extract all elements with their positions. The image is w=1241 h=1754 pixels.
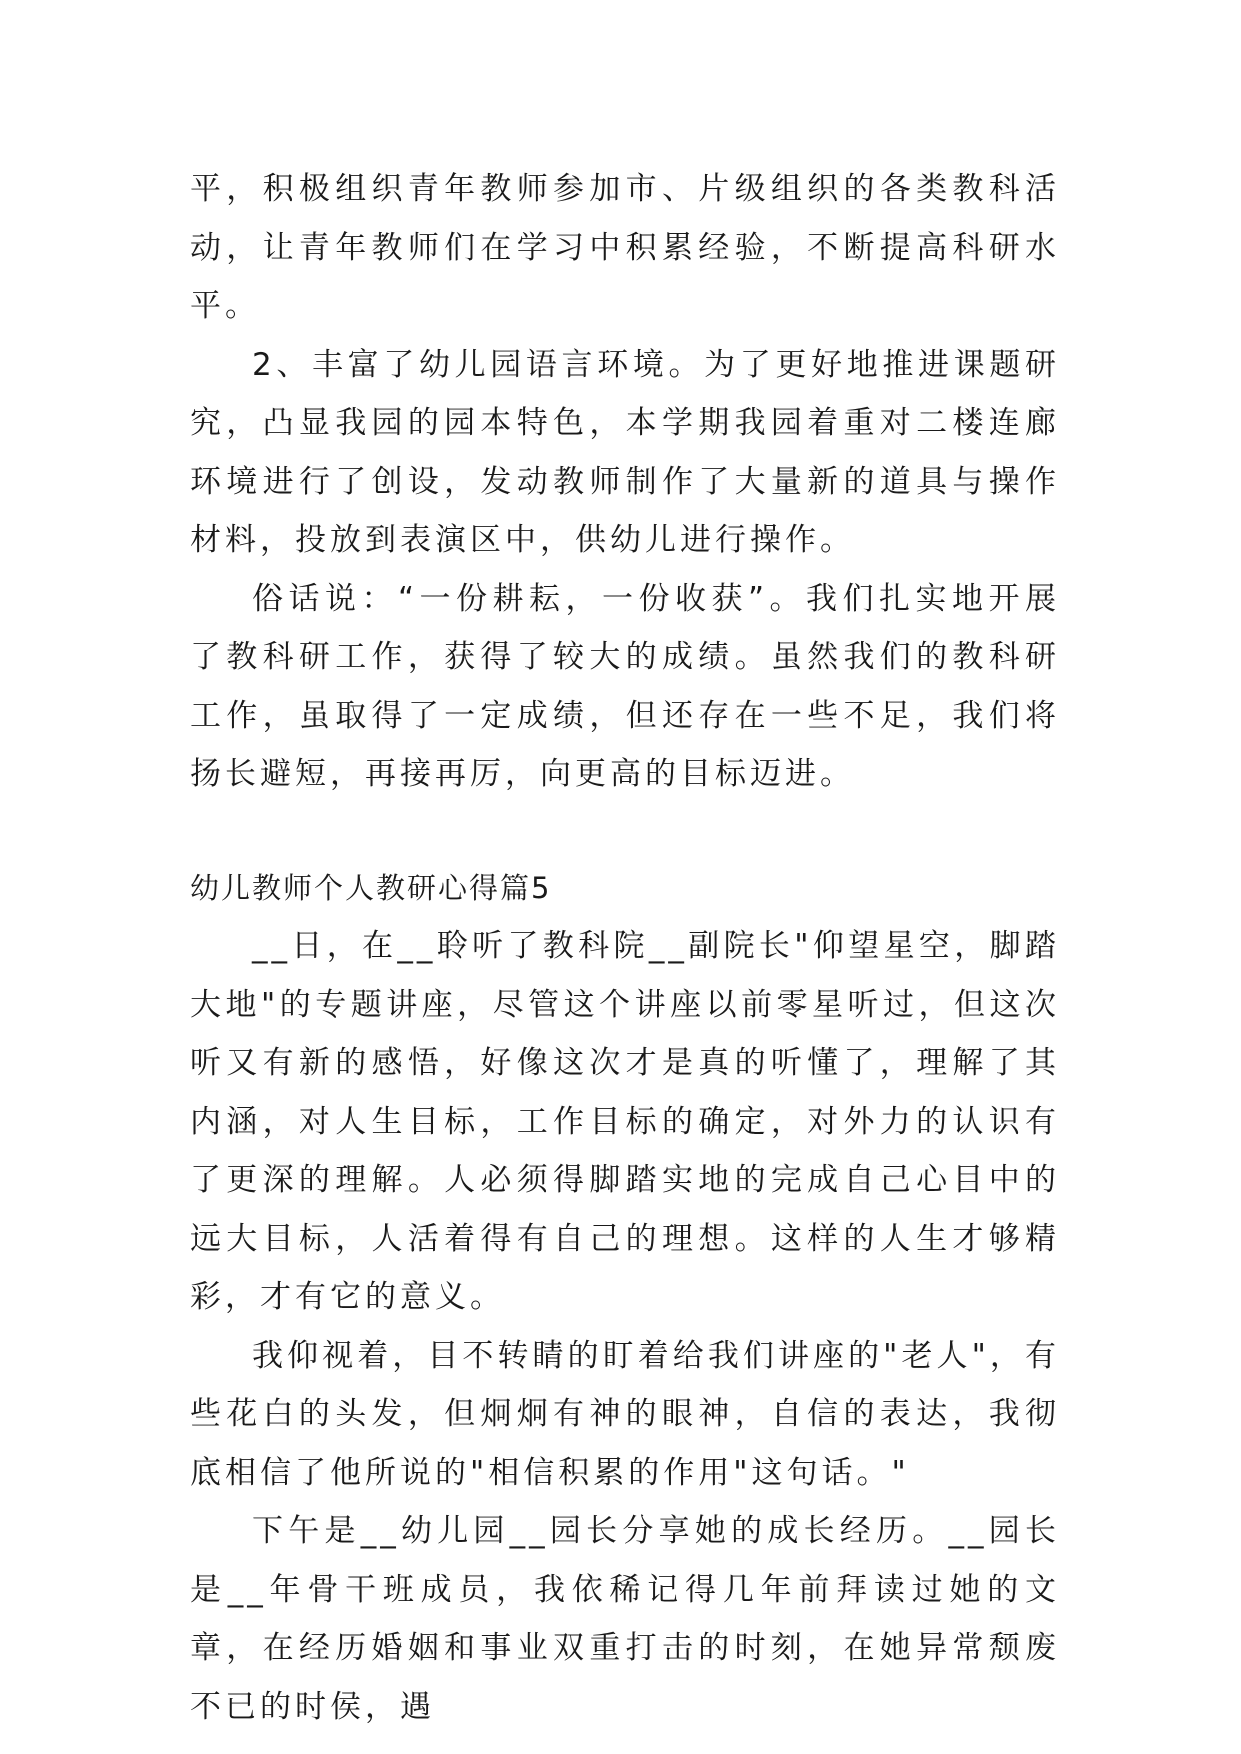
document-body bbox=[190, 160, 1060, 1736]
paragraph-summary: 俗话说：“一份耕耘，一份收获”。我们扎实地开展了教科研工作，获得了较大的成绩。虽然我们的教科研工作，虽取得了一定成绩，但还存在一些不足，我们将扬长避短，再接再厉，向更高的目标迈进。 bbox=[190, 580, 1060, 792]
paragraph-lecture: __日，在__聆听了教科院__副院长"仰望星空，脚踏大地"的专题讲座，尽管这个讲座以前零星听过，但这次听又有新的感悟，好像这次才是真的听懂了，理解了其内涵，对人生目标，工作目标的确定，对外力的认识有了更深的理解。人必须得脚踏实地的完成自己心目中的远大目标，人活着得有自己的理想。这样的人生才够精彩，才有它的意义。 bbox=[190, 928, 1060, 1315]
section-heading: 幼儿教师个人教研心得篇5 bbox=[190, 870, 552, 905]
paragraph-language-environment: 2、丰富了幼儿园语言环境。为了更好地推进课题研究，凸显我园的园本特色，本学期我园着重对二楼连廊环境进行了创设，发动教师制作了大量新的道具与操作材料，投放到表演区中，供幼儿进行操作。 bbox=[190, 346, 1060, 558]
paragraph-speaker: 我仰视着，目不转睛的盯着给我们讲座的"老人"，有些花白的头发，但炯炯有神的眼神，自信的表达，我彻底相信了他所说的"相信积累的作用"这句话。" bbox=[190, 1337, 1060, 1491]
paragraph-afternoon: 下午是__幼儿园__园长分享她的成长经历。__园长是__年骨干班成员，我依稀记得几年前拜读过她的文章，在经历婚姻和事业双重打击的时刻，在她异常颓废不已的时侯，遇 bbox=[190, 1513, 1060, 1725]
section-gap bbox=[190, 804, 1060, 859]
paragraph-continuation: 平，积极组织青年教师参加市、片级组织的各类教科活动，让青年教师们在学习中积累经验，不断提高科研水平。 bbox=[190, 171, 1060, 324]
